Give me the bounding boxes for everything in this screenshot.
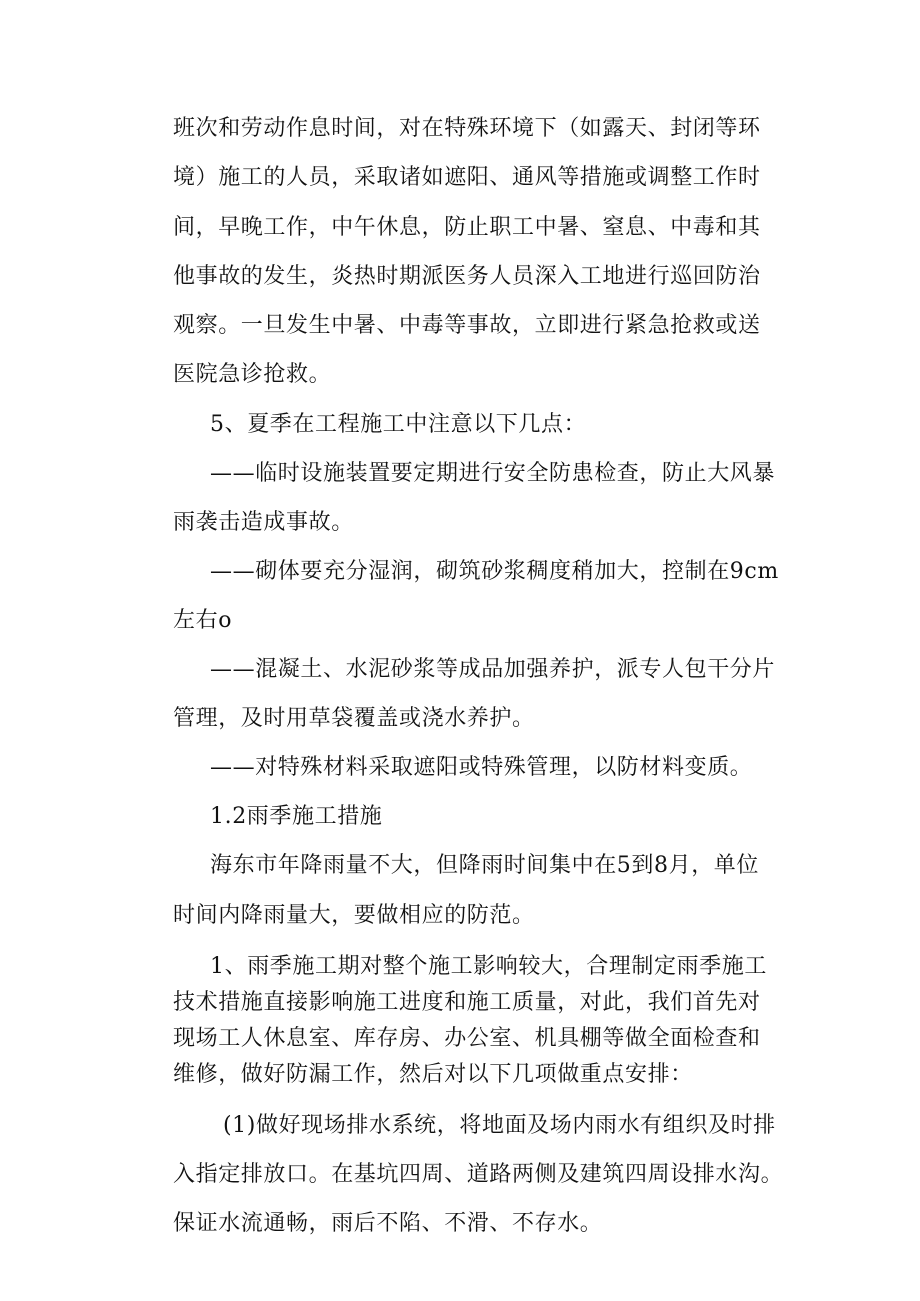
text-line: 1、雨季施工期对整个施工影响较大，合理制定雨季施工 [210,954,767,979]
text-line: 保证水流通畅，雨后不陷、不滑、不存水。 [173,1211,603,1236]
text-line: 观察。一旦发生中暑、中毒等事故，立即进行紧急抢救或送 [173,313,761,338]
text-line: 维修，做好防漏工作，然后对以下几项做重点安排： [173,1062,693,1087]
text-line: 雨袭击造成事故。 [173,510,354,535]
text-line: 入指定排放口。在基坑四周、道路两侧及建筑四周设排水沟。 [173,1162,784,1187]
text-line: 技术措施直接影响施工进度和施工质量，对此，我们首先对 [173,990,761,1015]
text-line: 境）施工的人员，采取诸如遮阳、通风等措施或调整工作时 [173,165,761,190]
text-line: 间，早晚工作，中午休息，防止职工中暑、窒息、中毒和其 [173,215,761,240]
section-heading: 1.2雨季施工措施 [210,804,383,829]
text-line: 管理，及时用草袋覆盖或浇水养护。 [173,706,535,731]
text-line: 海东市年降雨量不大，但降雨时间集中在5到8月，单位 [210,853,759,878]
text-line: 他事故的发生，炎热时期派医务人员深入工地进行巡回防治 [173,264,761,289]
summer-heading: 5、夏季在工程施工中注意以下几点： [210,412,587,437]
text-line: 左右o [173,608,233,633]
text-line: ——临时设施装置要定期进行安全防患检查，防止大风暴 [210,461,776,486]
text-line: 时间内降雨量大，要做相应的防范。 [173,903,535,928]
text-line: ——对特殊材料采取遮阳或特殊管理，以防材料变质。 [210,755,753,780]
text-line: ——混凝土、水泥砂浆等成品加强养护，派专人包干分片 [210,657,776,682]
text-line: 医院急诊抢救。 [173,362,332,387]
text-line: (1)做好现场排水系统，将地面及场内雨水有组织及时排 [223,1113,776,1138]
text-line: 现场工人休息室、库存房、办公室、机具棚等做全面检查和 [173,1026,761,1051]
text-line: 班次和劳动作息时间，对在特殊环境下（如露天、封闭等环 [173,116,761,141]
text-line: ——砌体要充分湿润，砌筑砂浆稠度稍加大，控制在9cm [210,559,779,584]
